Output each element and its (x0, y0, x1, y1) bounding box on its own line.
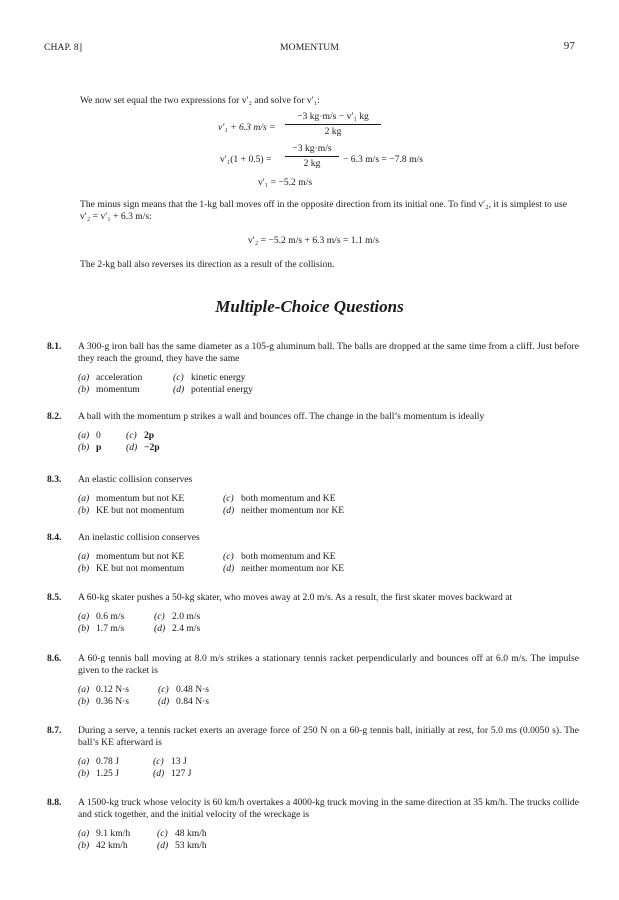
equation-2-numerator: −3 kg·m/s (285, 143, 339, 157)
option-d: (d) potential energy (173, 383, 253, 395)
option-b: (b) 42 km/h (78, 839, 128, 851)
question-number: 8.5. (47, 592, 62, 603)
intro-line: We now set equal the two expressions for v′₂ and solve for v′₁: (80, 95, 320, 106)
question-number: 8.6. (47, 653, 62, 664)
option-a: (a) 0.78 J (78, 755, 119, 767)
option-c: (c) both momentum and KE (223, 492, 336, 504)
option-c: (c) both momentum and KE (223, 550, 336, 562)
question-text: A 1500-kg truck whose velocity is 60 km/h overtakes a 4000-kg truck moving in the same direction at 35 km/h. The trucks collide and stick together, and the initial velocity of the wreckage is (78, 797, 579, 820)
option-d: (d) 2.4 m/s (154, 622, 201, 634)
chapter-title: MOMENTUM (280, 42, 339, 53)
equation-4: v′₂ = −5.2 m/s + 6.3 m/s = 1.1 m/s (248, 235, 380, 246)
option-a: (a) 0.6 m/s (78, 610, 125, 622)
question-text: An elastic collision conserves (78, 474, 193, 485)
answer-options (78, 756, 579, 780)
question-number: 8.2. (47, 411, 62, 422)
question-8-8 (47, 797, 579, 852)
question-8-2 (47, 411, 579, 454)
question-number: 8.4. (47, 532, 62, 543)
question-text: A ball with the momentum p strikes a wall and bounces off. The change in the ball’s momentum is ideally (78, 411, 485, 422)
equation-3: v′₁ = −5.2 m/s (258, 177, 313, 188)
answer-options (78, 828, 579, 852)
answer-options (78, 684, 579, 708)
option-c: (c) 48 km/h (157, 827, 207, 839)
option-d: (d) neither momentum nor KE (223, 562, 345, 574)
option-a: (a) momentum but not KE (78, 550, 185, 562)
question-8-1 (47, 341, 579, 396)
question-text: During a serve, a tennis racket exerts an average force of 250 N on a 60-g tennis ball, initially at rest, for 5.0 ms (0.0050 s). The ball’s KE afterward is (78, 725, 579, 748)
page-number: 97 (563, 40, 575, 52)
question-number: 8.7. (47, 725, 62, 736)
option-c: (c) 0.48 N·s (158, 683, 210, 695)
option-a: (a) momentum but not KE (78, 492, 185, 504)
question-text: A 300-g iron ball has the same diameter as a 105-g aluminum ball. The balls are dropped at the same time from a cliff. Just before they reach the ground, they have the same (78, 341, 579, 364)
option-c: (c) 2.0 m/s (154, 610, 201, 622)
question-text: A 60-kg skater pushes a 50-kg skater, who moves away at 2.0 m/s. As a result, the first skater moves backward at (78, 592, 513, 603)
option-b: (b) p (78, 441, 102, 453)
answer-options (78, 611, 579, 635)
equation-1-left: v′₁ + 6.3 m/s = (218, 122, 276, 133)
intro-paragraph-3: The 2-kg ball also reverses its direction as a result of the collision. (80, 259, 335, 270)
question-text: An inelastic collision conserves (78, 532, 200, 543)
equation-2-left: v′₁(1 + 0.5) = (220, 154, 272, 165)
answer-options (78, 430, 579, 454)
option-a: (a) acceleration (78, 371, 143, 383)
option-b: (b) 1.25 J (78, 767, 119, 779)
equation-1-numerator: −3 kg·m/s − v′₁ kg (285, 111, 381, 125)
section-title: Multiple-Choice Questions (215, 297, 404, 316)
option-a: (a) 0 (78, 429, 101, 441)
question-number: 8.1. (47, 341, 62, 352)
option-d: (d) 53 km/h (157, 839, 207, 851)
option-b: (b) 0.36 N·s (78, 695, 130, 707)
equation-2-fraction (285, 143, 339, 170)
question-8-4 (47, 532, 579, 575)
option-a: (a) 0.12 N·s (78, 683, 130, 695)
option-d: (d) −2p (126, 441, 160, 453)
question-text: A 60-g tennis ball moving at 8.0 m/s strikes a stationary tennis racket perpendicularly and bounces off at 6.0 m/s. The impulse given to the racket is (78, 653, 579, 676)
option-b: (b) 1.7 m/s (78, 622, 125, 634)
question-8-6 (47, 653, 579, 708)
option-c: (c) kinetic energy (173, 371, 246, 383)
option-d: (d) 0.84 N·s (158, 695, 210, 707)
option-d: (d) 127 J (153, 767, 192, 779)
question-8-3 (47, 474, 579, 517)
equation-1-denominator: 2 kg (324, 125, 342, 137)
answer-options (78, 551, 579, 575)
option-b: (b) KE but not momentum (78, 504, 185, 516)
question-number: 8.3. (47, 474, 62, 485)
question-8-5 (47, 592, 579, 635)
option-a: (a) 9.1 km/h (78, 827, 131, 839)
option-b: (b) KE but not momentum (78, 562, 185, 574)
question-number: 8.8. (47, 797, 62, 808)
question-8-7 (47, 725, 579, 780)
answer-options (78, 493, 579, 517)
equation-2-denominator: 2 kg (303, 157, 321, 169)
intro-paragraph-2: The minus sign means that the 1-kg ball moves off in the opposite direction from its initial one. To find v′₂, it is simplest to use v′₂ = v′₁ + 6.3 m/s: (80, 199, 567, 222)
equation-1-fraction (285, 111, 381, 138)
option-c: (c) 2p (126, 429, 155, 441)
equation-2-right: − 6.3 m/s = −7.8 m/s (343, 154, 423, 165)
option-d: (d) neither momentum nor KE (223, 504, 345, 516)
chapter-label: CHAP. 8] (44, 42, 83, 53)
option-c: (c) 13 J (153, 755, 187, 767)
answer-options (78, 372, 579, 396)
option-b: (b) momentum (78, 383, 140, 395)
